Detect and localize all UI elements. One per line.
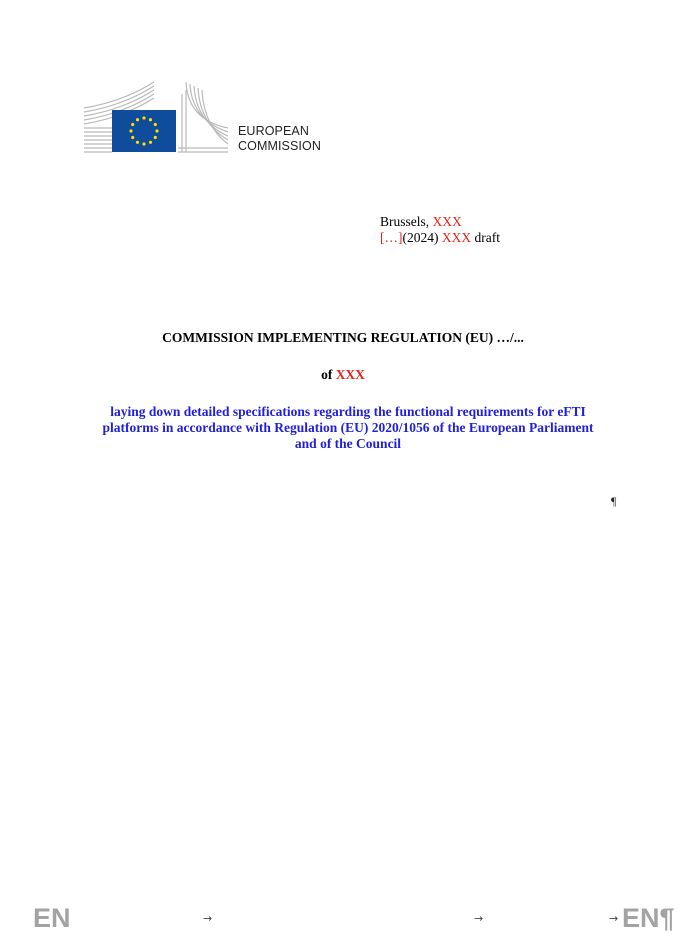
paragraph-mark: ¶: [611, 494, 617, 508]
tab-arrow-icon: →: [609, 912, 619, 925]
subject-line-2: platforms in accordance with Regulation (EU) 2020/1056 of the European Parliament: [102, 420, 594, 435]
logo-graphic: [82, 80, 232, 154]
dateline-block: [380, 214, 500, 246]
building-right-wing: [178, 82, 228, 152]
document-subject: [88, 404, 608, 452]
tab-arrow-icon: →: [203, 912, 213, 925]
european-commission-logo-icon: [82, 80, 232, 154]
footer-language-left: EN: [33, 903, 71, 933]
document-title: COMMISSION IMPLEMENTING REGULATION (EU) …/...: [162, 330, 524, 345]
subject-line-3: and of the Council: [294, 436, 402, 451]
organization-name-line1: EUROPEAN: [238, 124, 309, 138]
of-date-line: [0, 367, 686, 383]
reference-suffix: draft: [471, 230, 500, 245]
of-label: of: [321, 367, 336, 382]
organization-name: [238, 124, 321, 154]
dateline-city: [380, 214, 500, 230]
date-placeholder: XXX: [432, 214, 462, 229]
footer-language-right: EN¶: [622, 903, 675, 933]
tab-arrow-icon: →: [474, 912, 484, 925]
reference-ellipsis: […]: [380, 230, 403, 245]
city-label: Brussels,: [380, 214, 433, 229]
of-date-placeholder: XXX: [335, 367, 365, 382]
reference-year: (2024): [402, 230, 442, 245]
reference-number: XXX: [441, 230, 472, 245]
eu-flag: [112, 110, 176, 152]
subject-line-1: laying down detailed specifications regarding the functional requirements for eFTI: [110, 404, 586, 419]
organization-name-line2: COMMISSION: [238, 139, 321, 153]
document-reference: [380, 230, 500, 246]
